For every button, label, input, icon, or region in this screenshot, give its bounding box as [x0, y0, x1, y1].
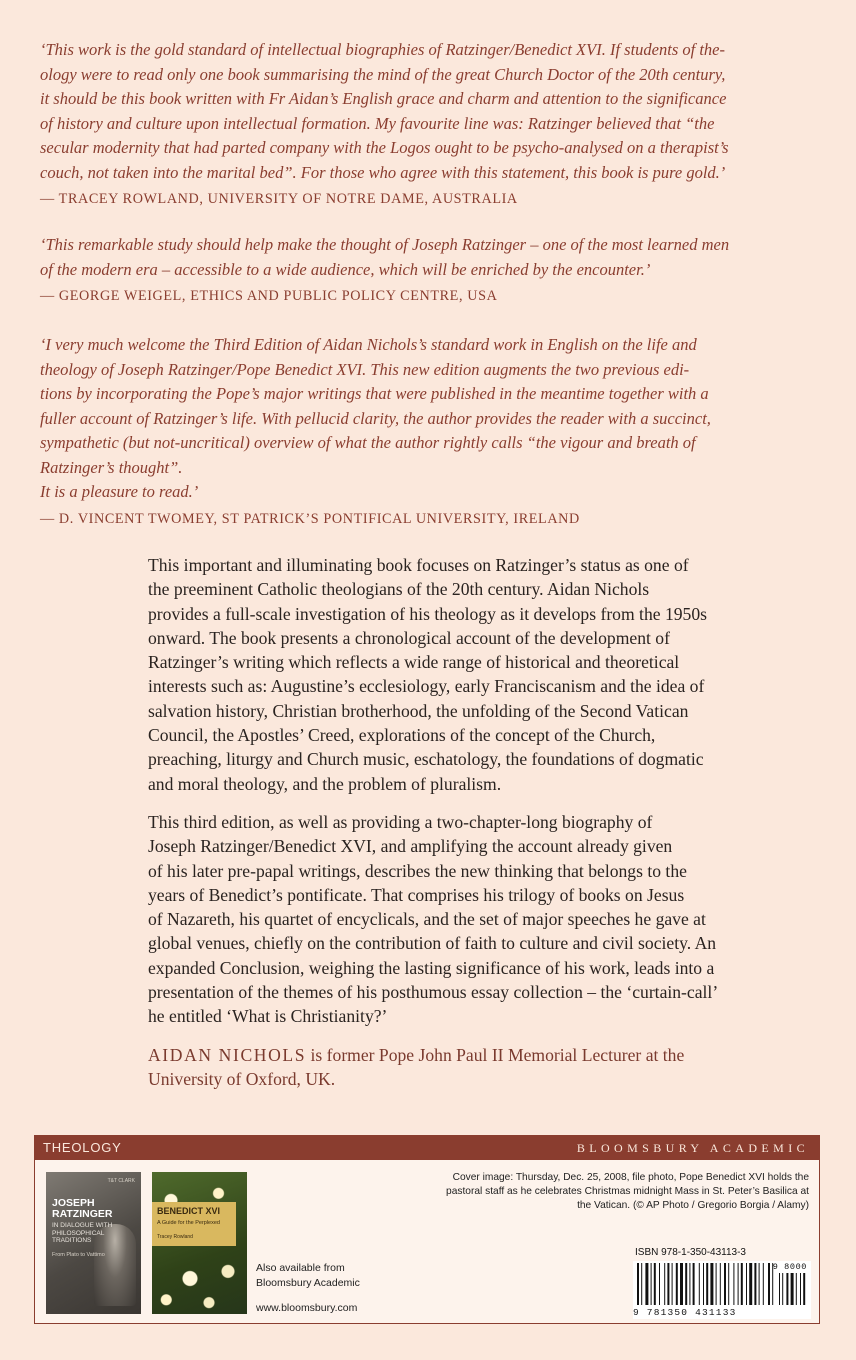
- book-title: BENEDICT XVI: [157, 1206, 221, 1216]
- barcode-price-code: 9 8000: [772, 1262, 807, 1272]
- barcode-bar: [779, 1273, 780, 1305]
- description-line: and moral theology, and the problem of pluralism.: [148, 773, 502, 794]
- review-attribution: — GEORGE WEIGEL, ETHICS AND PUBLIC POLICY CENTRE, USA: [40, 288, 498, 304]
- book-subtitle-line: PHILOSOPHICAL: [52, 1229, 105, 1237]
- barcode-bar: [759, 1263, 760, 1305]
- description-line: provides a full-scale investigation of his theology as it develops from the 1950s: [148, 603, 707, 624]
- publisher-logo: BLOOMSBURY ACADEMIC: [576, 1141, 809, 1155]
- barcode-bar: [664, 1263, 665, 1305]
- barcode-bar: [733, 1263, 734, 1305]
- barcode-bar: [716, 1263, 717, 1305]
- barcode-bar: [689, 1263, 690, 1305]
- barcode-bar: [754, 1263, 756, 1305]
- review-quote: [40, 233, 820, 282]
- barcode-bar: [803, 1273, 805, 1305]
- quote-line: theology of Joseph Ratzinger/Pope Benedict XVI. This new edition augments the two previous edi-: [40, 359, 690, 379]
- book-subtitle-line: IN DIALOGUE WITH: [52, 1222, 113, 1229]
- barcode-bar: [800, 1273, 801, 1305]
- book-author: Tracey Rowland: [157, 1234, 193, 1240]
- barcode-bar: [738, 1263, 739, 1305]
- quote-line: of history and culture upon intellectual formation. My favourite line was: Ratzinger believed that “the: [40, 113, 715, 133]
- description-line: This third edition, as well as providing a two-chapter-long biography of: [148, 812, 653, 832]
- description-line: global venues, chiefly on the contribution of faith to culture and civil society. An: [148, 933, 717, 954]
- author-bio-text: is former Pope John Paul II Memorial Lecturer at the: [306, 1045, 685, 1065]
- description-line: salvation history, Christian brotherhood, the unfolding of the Second Vatican: [148, 700, 689, 721]
- also-available-text: [256, 1261, 360, 1291]
- barcode-bar: [699, 1263, 700, 1305]
- cover-image-credit: [409, 1171, 809, 1213]
- book-title-line: JOSEPH: [52, 1197, 95, 1209]
- barcode-bar: [786, 1273, 788, 1305]
- book-tagline: From Plato to Vattimo: [52, 1252, 105, 1258]
- description-line: presentation of the themes of his posthumous essay collection – the ‘curtain-call’: [148, 982, 719, 1003]
- bottom-panel: [34, 1135, 820, 1324]
- website-link[interactable]: www.bloomsbury.com: [256, 1302, 358, 1314]
- review-quote: [40, 38, 820, 185]
- quote-line: fuller account of Ratzinger’s life. With pellucid clarity, the author provides the reader with a succinct,: [40, 408, 711, 428]
- quote-line: ology were to read only one book summarising the mind of the great Church Doctor of the 20th century,: [40, 64, 726, 84]
- quote-line: it should be this book written with Fr Aidan’s English grace and charm and attention to the significance: [40, 89, 727, 108]
- description-paragraph-1: [148, 553, 788, 796]
- description-line: preaching, liturgy and Church music, eschatology, the foundations of dogmatic: [148, 749, 704, 770]
- description-line: Ratzinger’s writing which reflects a wide range of historical and theoretical: [148, 652, 680, 673]
- barcode-bar: [791, 1273, 794, 1305]
- book-title: [52, 1198, 112, 1220]
- credit-line: the Vatican. (© AP Photo / Gregorio Borgia / Alamy): [577, 1200, 809, 1211]
- book-subtitle: [52, 1222, 112, 1245]
- description-line: expanded Conclusion, weighing the lasting significance of his work, leads into a: [148, 957, 715, 978]
- barcode-bar: [651, 1263, 652, 1305]
- book-title-line: RATZINGER: [52, 1208, 113, 1220]
- review-rowland: [40, 38, 820, 208]
- description-line: interests such as: Augustine’s ecclesiology, early Franciscanism and the idea of: [148, 676, 705, 697]
- barcode-bar: [741, 1263, 743, 1305]
- quote-line: sympathetic (but not-uncritical) overview of what the author rightly calls “the vigour and breath of: [40, 433, 696, 452]
- credit-line: pastoral staff as he celebrates Christmas midnight Mass in St. Peter’s Basilica at: [446, 1186, 809, 1197]
- barcode-bar: [685, 1263, 687, 1305]
- also-available-line: Bloomsbury Academic: [256, 1277, 360, 1289]
- quote-line: of the modern era – accessible to a wide audience, which will be enriched by the encounter.’: [40, 259, 651, 279]
- description-line: Council, the Apostles’ Creed, explorations of the concept of the Church,: [148, 725, 656, 746]
- panel-header-bar: [35, 1136, 819, 1160]
- review-attribution: — TRACEY ROWLAND, UNIVERSITY OF NOTRE DAME, AUSTRALIA: [40, 191, 518, 207]
- quote-line: secular modernity that had parted company with the Logos ought to be psycho-analysed on a therapist’s: [40, 138, 729, 157]
- book-subtitle: A Guide for the Perplexed: [157, 1220, 220, 1226]
- description-line: This important and illuminating book focuses on Ratzinger’s status as one of: [148, 555, 689, 575]
- quote-line: ‘This work is the gold standard of intellectual biographies of Ratzinger/Benedict XVI. If students of the-: [40, 40, 725, 59]
- barcode-bar: [676, 1263, 678, 1305]
- description-line: of Nazareth, his quartet of encyclicals, and the set of major speeches he gave at: [148, 909, 706, 930]
- barcode-bar: [724, 1263, 726, 1305]
- author-bio-text: University of Oxford, UK.: [148, 1069, 336, 1090]
- barcode-bar: [645, 1263, 648, 1305]
- description-line: the preeminent Catholic theologians of the 20th century. Aidan Nichols: [148, 579, 650, 600]
- author-name: AIDAN NICHOLS: [148, 1045, 307, 1065]
- barcode-bar: [693, 1263, 695, 1305]
- review-twomey: [40, 333, 820, 528]
- book-publisher-mark: T&T CLARK: [107, 1178, 135, 1184]
- barcode-bar: [763, 1263, 764, 1305]
- barcode-bar: [680, 1263, 683, 1305]
- description-line: onward. The book presents a chronological account of the development of: [148, 627, 670, 648]
- isbn-label: ISBN 978-1-350-43113-3: [635, 1247, 746, 1258]
- quote-line: ‘This remarkable study should help make the thought of Joseph Ratzinger – one of the most learned men: [40, 235, 730, 254]
- description-line: years of Benedict’s pontificate. That comprises his trilogy of books on Jesus: [148, 884, 685, 905]
- barcode-digits: 9 781350 431133: [633, 1307, 737, 1318]
- book-subtitle-line: TRADITIONS: [52, 1237, 92, 1244]
- barcode-bar: [672, 1263, 673, 1305]
- description-paragraph-2: [148, 810, 788, 1029]
- barcode-bar: [749, 1263, 752, 1305]
- also-available-line: Also available from: [256, 1262, 345, 1274]
- quote-line: tions by incorporating the Pope’s major writings that were published in the meantime together with a: [40, 384, 709, 403]
- barcode-bar: [667, 1263, 669, 1305]
- barcode-bar: [796, 1273, 797, 1305]
- barcode-bar: [641, 1263, 642, 1305]
- barcode-bar: [782, 1273, 783, 1305]
- author-bio: [148, 1043, 788, 1092]
- quote-line: couch, not taken into the marital bed”. For those who agree with this statement, this book is pure gold.’: [40, 162, 726, 182]
- quote-line: ‘I very much welcome the Third Edition of Aidan Nichols’s standard work in English on the life and: [40, 335, 697, 354]
- review-quote: [40, 333, 820, 505]
- description-line: he entitled ‘What is Christianity?’: [148, 1006, 388, 1027]
- barcode-bar: [637, 1263, 639, 1305]
- quote-line: It is a pleasure to read.’: [40, 482, 199, 501]
- barcode-bar: [768, 1263, 770, 1305]
- barcode-bar: [746, 1263, 747, 1305]
- barcode-bar: [654, 1263, 656, 1305]
- review-weigel: [40, 233, 820, 305]
- barcode: [633, 1261, 811, 1319]
- quote-line: Ratzinger’s thought”.: [40, 457, 183, 477]
- book-cover-benedict-guide[interactable]: [152, 1172, 247, 1314]
- barcode-bar: [659, 1263, 660, 1305]
- barcode-bar: [706, 1263, 708, 1305]
- subject-label: THEOLOGY: [43, 1140, 122, 1155]
- barcode-bar: [728, 1263, 729, 1305]
- barcode-bar: [720, 1263, 721, 1305]
- description-line: of his later pre-papal writings, describes the new thinking that belongs to the: [148, 860, 687, 881]
- review-attribution: — D. VINCENT TWOMEY, ST PATRICK’S PONTIFICAL UNIVERSITY, IRELAND: [40, 510, 580, 527]
- barcode-bar: [710, 1263, 713, 1305]
- credit-line: Cover image: Thursday, Dec. 25, 2008, file photo, Pope Benedict XVI holds the: [452, 1172, 809, 1183]
- book-cover-ratzinger-dialogue[interactable]: [46, 1172, 141, 1314]
- barcode-bar: [703, 1263, 704, 1305]
- description-line: Joseph Ratzinger/Benedict XVI, and amplifying the account already given: [148, 836, 673, 857]
